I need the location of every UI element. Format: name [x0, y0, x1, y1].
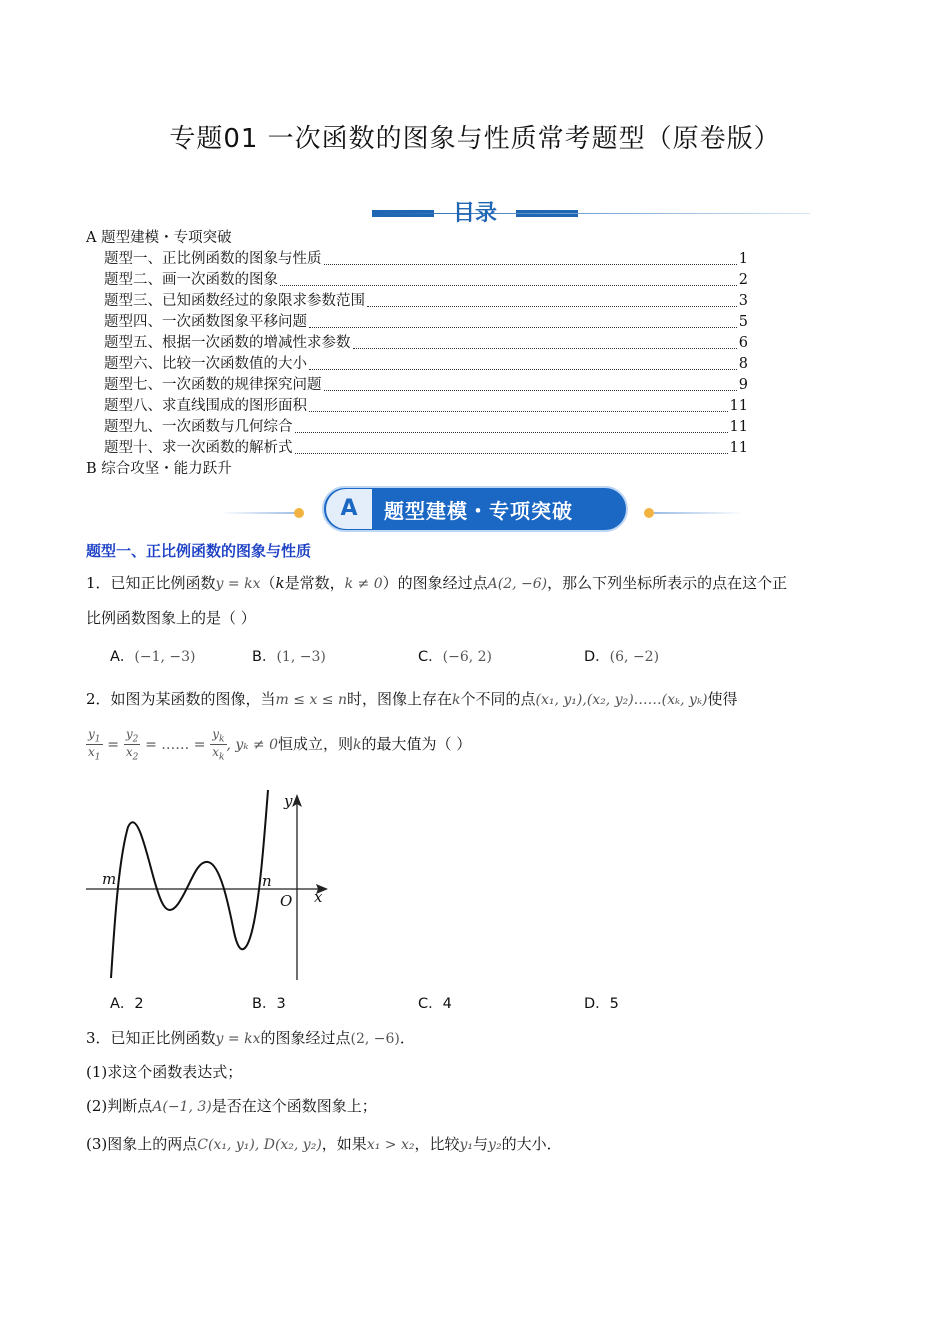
toc-entry-label: 题型三、已知函数经过的象限求参数范围 — [104, 293, 365, 309]
x-label: x — [314, 888, 323, 906]
question-2: 2．如图为某函数的图像，当m ≤ x ≤ n时，图像上存在k个不同的点(x₁, y₁),(x₂, y₂)……(xₖ, yₖ)使得 — [86, 690, 738, 708]
question-1: 1．已知正比例函数y = kx（k是常数，k ≠ 0）的图象经过点A(2, −6)，那么下列坐标所表示的点在这个正 — [86, 574, 788, 592]
question-3-part-3: (3)图象上的两点C(x₁, y₁), D(x₂, y₂)，如果x₁ > x₂，比较y₁与y₂的大小． — [86, 1135, 562, 1153]
q2-option-a[interactable]: A．2 — [110, 996, 144, 1012]
toc-leader-dots — [324, 249, 737, 265]
toc-entry-page: 5 — [738, 314, 748, 330]
toc-entry[interactable] — [104, 291, 748, 312]
toc-entry-label: 题型八、求直线围成的图形面积 — [104, 398, 307, 414]
toc-leader-dots — [367, 291, 737, 307]
toc-part-a[interactable]: A 题型建模・专项突破 — [86, 230, 232, 246]
fraction-yk-xk: $\frac{y_k}{x_k}$ — [212, 727, 225, 763]
banner-letter: A — [326, 489, 372, 529]
toc-entry-page: 11 — [729, 440, 748, 456]
toc-leader-dots — [295, 438, 728, 454]
toc-entry[interactable] — [104, 312, 748, 333]
q1-option-b[interactable]: B．(1, −3) — [252, 649, 326, 665]
banner-dot-right — [644, 508, 654, 518]
toc-entry-label: 题型四、一次函数图象平移问题 — [104, 314, 307, 330]
toc-leader-dots — [324, 375, 737, 391]
banner-line-left — [220, 512, 300, 514]
toc-entry-label: 题型七、一次函数的规律探究问题 — [104, 377, 322, 393]
q1-option-c[interactable]: C．(−6, 2) — [418, 649, 492, 665]
toc-entry[interactable] — [104, 270, 748, 291]
toc-entry[interactable] — [104, 354, 748, 375]
toc-entry[interactable] — [104, 396, 748, 417]
fraction-y1-x1: $\frac{y_1}{x_1}$ — [88, 727, 101, 763]
question-2-equation-line: $\frac{y_1}{x_1}$ = $\frac{y_2}{x_2}$ = …… = $\frac{y_k}{x_k}$ , yₖ ≠ 0恒成立，则k的最大值为（ ） — [88, 727, 472, 763]
fraction-y2-x2: $\frac{y_2}{x_2}$ — [125, 727, 139, 763]
toc-entry[interactable] — [104, 438, 748, 459]
y-label: y — [284, 792, 293, 810]
question-3-part-2: (2)判断点A(−1, 3)是否在这个函数图象上； — [86, 1097, 377, 1115]
toc-leader-dots — [309, 396, 728, 412]
origin-label: O — [280, 892, 293, 910]
q2-option-c[interactable]: C．4 — [418, 996, 452, 1012]
n-label: n — [262, 872, 272, 890]
toc-entry-label: 题型六、比较一次函数值的大小 — [104, 356, 307, 372]
toc-leader-dots — [309, 312, 737, 328]
m-label: m — [102, 870, 117, 888]
toc-entry-page: 3 — [738, 293, 748, 309]
function-graph — [84, 782, 344, 986]
toc-leader-dots — [309, 354, 737, 370]
toc-leader-dots — [295, 417, 728, 433]
question-3-part-1: (1)求这个函数表达式； — [86, 1063, 243, 1081]
toc-entry[interactable] — [104, 249, 748, 270]
function-curve — [111, 790, 268, 978]
toc-entry[interactable] — [104, 417, 748, 438]
toc-entry-page: 1 — [738, 251, 748, 267]
q2-option-d[interactable]: D．5 — [584, 996, 619, 1012]
toc-entry-label: 题型五、根据一次函数的增减性求参数 — [104, 335, 351, 351]
toc-entry-label: 题型二、画一次函数的图象 — [104, 272, 278, 288]
q2-option-b[interactable]: B．3 — [252, 996, 286, 1012]
question-1-line-2: 比例函数图象上的是（ ） — [86, 609, 256, 627]
toc-heading: 目录 — [452, 201, 497, 226]
toc-entry-page: 11 — [729, 419, 748, 435]
q1-option-d[interactable]: D．(6, −2) — [584, 649, 660, 665]
banner-dot-left — [294, 508, 304, 518]
toc-entry[interactable] — [104, 375, 748, 396]
toc-leader-dots — [353, 333, 737, 349]
banner-line-right — [654, 512, 744, 514]
toc-entry-label: 题型九、一次函数与几何综合 — [104, 419, 293, 435]
toc-entry-page: 6 — [738, 335, 748, 351]
toc-entry-label: 题型十、求一次函数的解析式 — [104, 440, 293, 456]
toc-entry-page: 11 — [729, 398, 748, 414]
toc-entry-label: 题型一、正比例函数的图象与性质 — [104, 251, 322, 267]
page-title: 专题01 一次函数的图象与性质常考题型（原卷版） — [169, 124, 781, 154]
question-3: 3．已知正比例函数y = kx的图象经过点(2, −6)． — [86, 1029, 415, 1047]
toc-leader-dots — [280, 270, 737, 286]
toc-part-b[interactable]: B 综合攻坚・能力跃升 — [86, 461, 232, 477]
toc-entry-page: 9 — [738, 377, 748, 393]
q1-option-a[interactable]: A．(−1, −3) — [110, 649, 196, 665]
toc-entry[interactable] — [104, 333, 748, 354]
toc-entry-page: 2 — [738, 272, 748, 288]
section-title: 题型一、正比例函数的图象与性质 — [86, 542, 312, 560]
banner-text: 题型建模・专项突破 — [384, 499, 573, 523]
toc-entry-page: 8 — [738, 356, 748, 372]
